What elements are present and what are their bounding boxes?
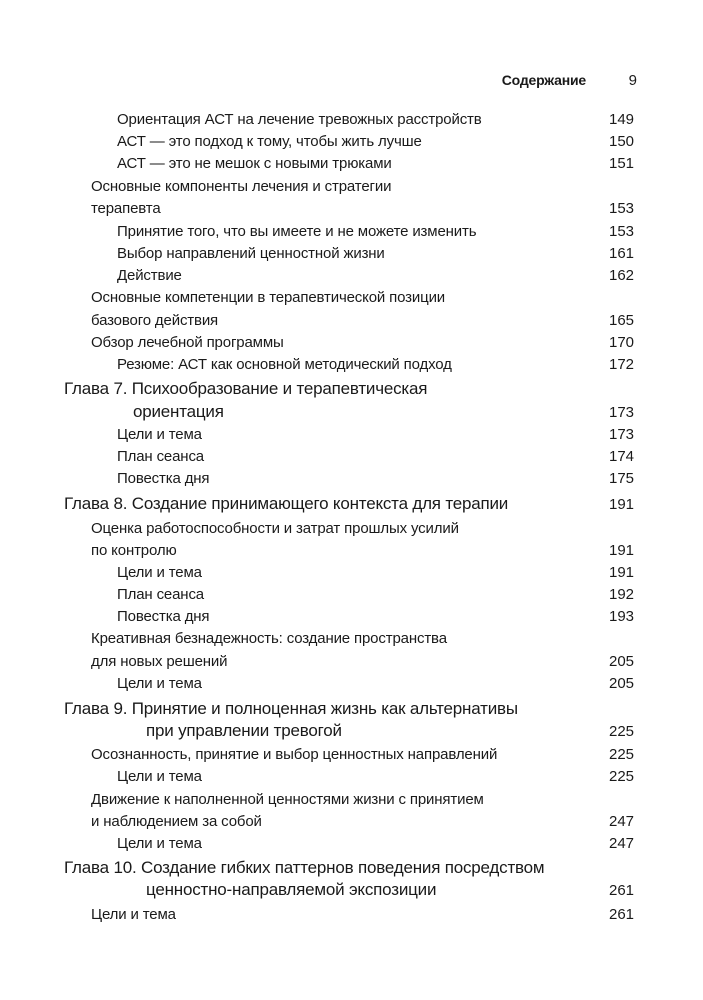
toc-chapter-title: ценностно-направляемой экспозиции: [146, 880, 437, 899]
toc-page-number: 153: [609, 200, 635, 217]
toc-page-number: 225: [609, 746, 635, 763]
toc-entry-title: АСТ — это не мешок с новыми трюками: [117, 155, 392, 172]
toc-chapter-title: Глава 8. Создание принимающего контекста для терапии: [64, 494, 509, 513]
toc-chapter-title: Глава 9. Принятие и полноценная жизнь как альтернативы: [64, 699, 518, 718]
toc-entry-title: Принятие того, что вы имеете и не можете изменить: [117, 223, 477, 240]
toc-entry-title: Оценка работоспособности и затрат прошлых усилий: [91, 520, 459, 537]
toc-entry-title: Движение к наполненной ценностями жизни с принятием: [91, 791, 484, 808]
toc-page-number: 193: [609, 608, 635, 625]
toc-page-number: 247: [609, 813, 635, 830]
toc-entry-title: Обзор лечебной программы: [91, 334, 284, 351]
toc-page-number: 191: [609, 496, 635, 513]
toc-entry-title: Ориентация АСТ на лечение тревожных расстройств: [117, 111, 482, 128]
toc-entry-title: Выбор направлений ценностной жизни: [117, 245, 385, 262]
toc-entry-title: Повестка дня: [117, 608, 210, 625]
toc-page-number: 174: [609, 448, 635, 465]
toc-page-number: 191: [609, 542, 635, 559]
toc-page-number: 175: [609, 470, 635, 487]
toc-page-number: 261: [609, 906, 635, 923]
toc-page-number: 150: [609, 133, 635, 150]
toc-chapter-title: Глава 7. Психообразование и терапевтическая: [64, 379, 428, 398]
toc-entry-title: Цели и тема: [117, 675, 202, 692]
toc-entry-title: терапевта: [91, 200, 161, 217]
toc-page-number: 151: [609, 155, 635, 172]
toc-entry-title: План сеанса: [117, 448, 204, 465]
toc-entry-title: Основные компоненты лечения и стратегии: [91, 178, 392, 195]
toc-page-number: 162: [609, 267, 635, 284]
toc-page-number: 225: [609, 723, 635, 740]
toc-entry-title: Действие: [117, 267, 182, 284]
toc-page-number: 261: [609, 882, 635, 899]
toc-entry-title: для новых решений: [91, 653, 228, 670]
toc-entry-title: базового действия: [91, 312, 219, 329]
toc-entry-title: Цели и тема: [117, 564, 202, 581]
toc-page-number: 161: [609, 245, 635, 262]
toc-page-number: 205: [609, 675, 635, 692]
running-header-page-number: 9: [628, 72, 637, 89]
toc-chapter-title: Глава 10. Создание гибких паттернов поведения посредством: [64, 858, 545, 877]
toc-page-number: 225: [609, 768, 635, 785]
toc-chapter-title: ориентация: [133, 402, 224, 421]
toc-page-number: 172: [609, 356, 635, 373]
running-header-title: Содержание: [501, 72, 586, 88]
toc-page-number: 205: [609, 653, 635, 670]
toc-entry-title: Цели и тема: [117, 768, 202, 785]
toc-entry-title: Цели и тема: [91, 906, 176, 923]
toc-entry-title: План сеанса: [117, 586, 204, 603]
toc-page-number: 191: [609, 564, 635, 581]
toc-entry-title: Осознанность, принятие и выбор ценностных направлений: [91, 746, 498, 763]
toc-entry-title: Цели и тема: [117, 426, 202, 443]
toc-page-number: 170: [609, 334, 635, 351]
toc-entry-title: АСТ — это подход к тому, чтобы жить лучше: [117, 133, 422, 150]
toc-entry-title: и наблюдением за собой: [91, 813, 262, 830]
toc-entry-title: Креативная безнадежность: создание пространства: [91, 630, 447, 647]
toc-page-number: 149: [609, 111, 635, 128]
toc-entry-title: Повестка дня: [117, 470, 210, 487]
toc-page-number: 173: [609, 426, 635, 443]
toc-chapter-title: при управлении тревогой: [146, 721, 342, 740]
toc-page-number: 192: [609, 586, 635, 603]
toc-entry-title: Основные компетенции в терапевтической позиции: [91, 289, 446, 306]
toc-page-number: 165: [609, 312, 635, 329]
toc-entry-title: Резюме: АСТ как основной методический подход: [117, 356, 452, 373]
toc-page-number: 153: [609, 223, 635, 240]
toc-entry-title: по контролю: [91, 542, 177, 559]
toc-entry-title: Цели и тема: [117, 835, 202, 852]
toc-page-number: 247: [609, 835, 635, 852]
toc-page-number: 173: [609, 404, 635, 421]
